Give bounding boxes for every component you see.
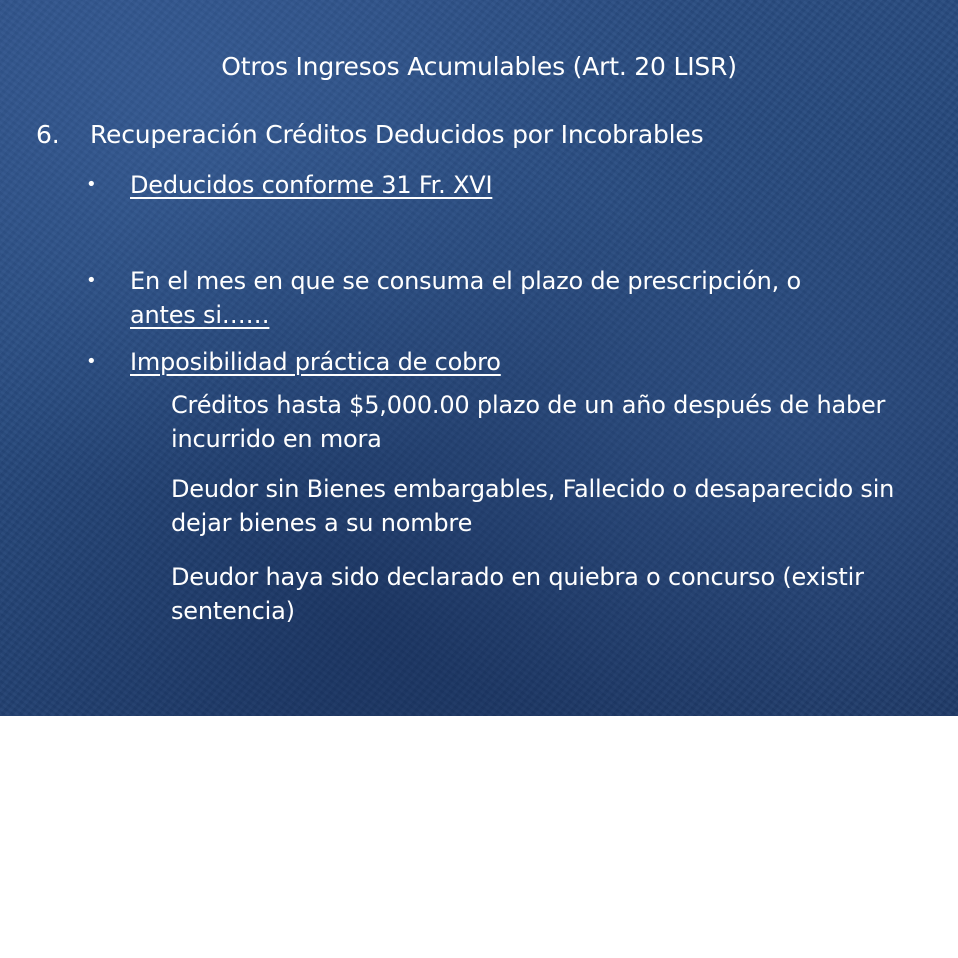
- item-text: Recuperación Créditos Deducidos por Incobrables: [90, 120, 704, 149]
- bullet-icon: •: [86, 351, 97, 372]
- sub-item: Deudor haya sido declarado en quiebra o concurso (existir sentencia): [171, 563, 864, 625]
- item-number: 6.: [36, 120, 60, 149]
- sub-item: Créditos hasta $5,000.00 plazo de un año después de haber incurrido en mora: [171, 391, 886, 453]
- bullet-icon: •: [86, 174, 97, 195]
- bullet-text-line: En el mes en que se consuma el plazo de prescripción, o: [130, 267, 801, 295]
- slide-title: Otros Ingresos Acumulables (Art. 20 LISR): [221, 52, 737, 81]
- bullet-text: Deducidos conforme 31 Fr. XVI: [130, 171, 493, 199]
- bullet-icon: •: [86, 270, 97, 291]
- sub-item: Deudor sin Bienes embargables, Fallecido o desaparecido sin dejar bienes a su nombre: [171, 475, 895, 537]
- bullet-text-line: antes si……: [130, 301, 270, 329]
- bullet-text: [130, 264, 940, 332]
- numbered-item: [36, 120, 703, 149]
- bullet-text: Imposibilidad práctica de cobro: [130, 348, 501, 376]
